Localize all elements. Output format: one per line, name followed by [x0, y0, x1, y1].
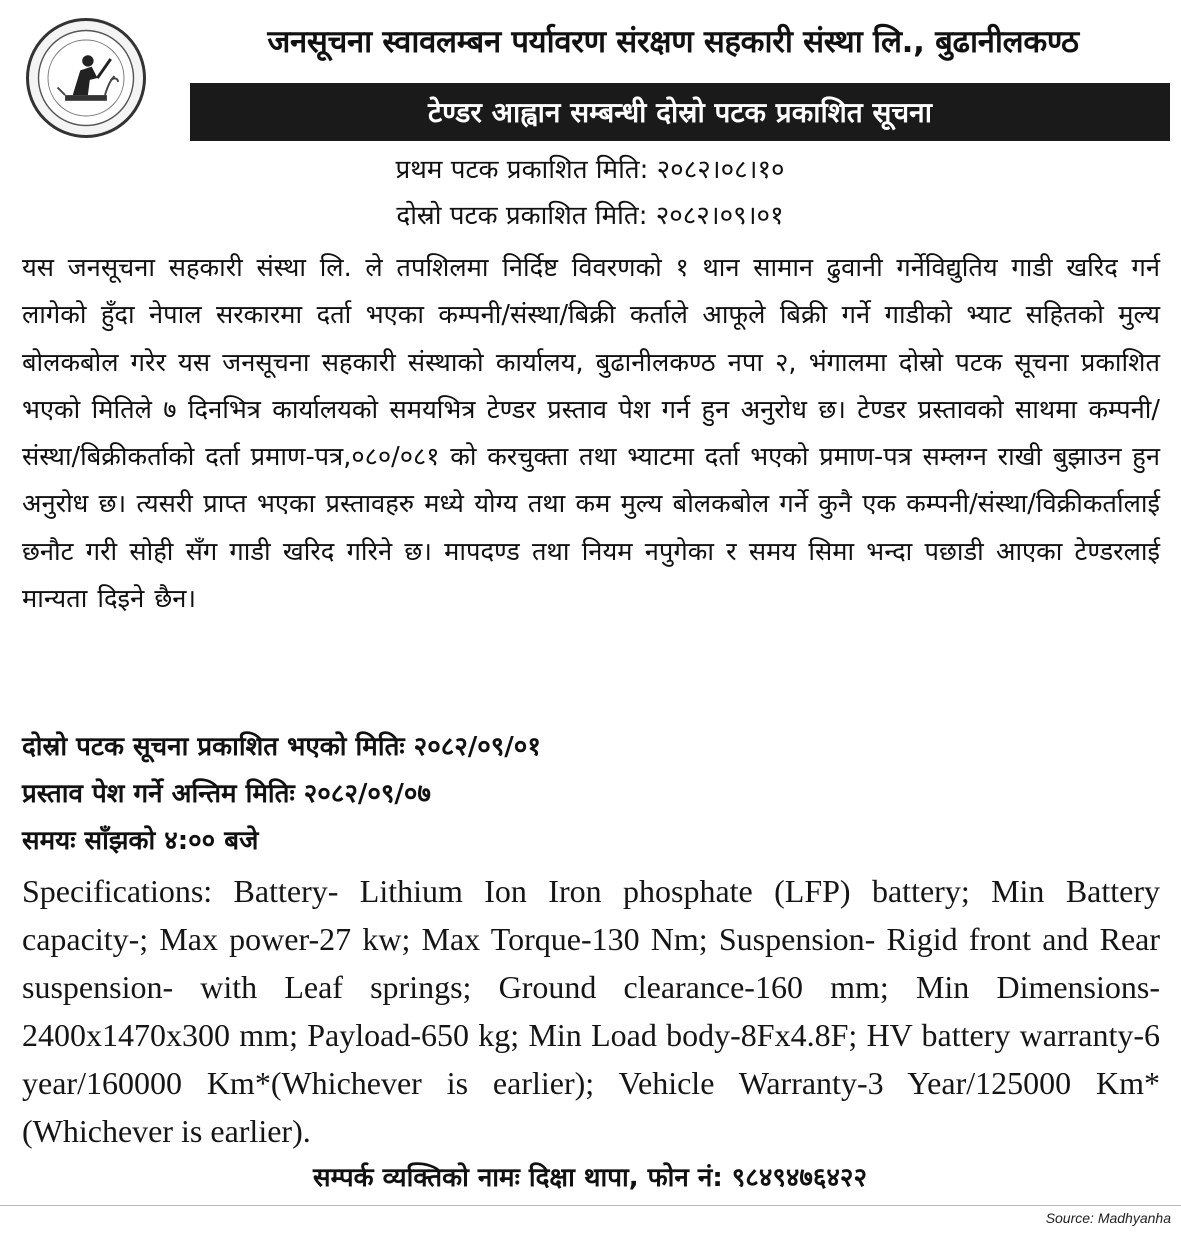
vehicle-specifications: Specifications: Battery- Lithium Ion Iron phosphate (LFP) battery; Min Battery capacity-; Max power-27 kw; Max Torque-130 Nm; Suspension- Rigid front and Rear suspension- with Leaf springs; Ground clearance-160 mm; Min Dimensions-2400x1470x300 mm; Payload-650 kg; Min Load body-8Fx4.8F; HV battery warranty-6 year/160000 Km*(Whichever is earlier); Vehicle Warranty-3 Year/125000 Km* (Whichever is earlier).	[22, 873, 1160, 1149]
deadline-line: प्रस्ताव पेश गर्ने अन्तिम मितिः २०८२/०९/०७	[22, 779, 431, 809]
cooperative-emblem-icon	[26, 18, 146, 138]
organization-name: जनसूचना स्वावलम्बन पर्यावरण संरक्षण सहकारी संस्था लि., बुढानीलकण्ठ	[267, 24, 1079, 60]
first-published-date: प्रथम पटक प्रकाशित मिति: २०८२।०८।१०	[395, 155, 785, 185]
notice-title-banner	[190, 83, 1170, 141]
notice-date-line: दोस्रो पटक सूचना प्रकाशित भएको मितिः २०८२/०९/०१	[22, 732, 541, 762]
contact-person: सम्पर्क व्यक्तिको नामः दिक्षा थापा, फोन नं: ९८४९४७६४२२	[313, 1163, 867, 1193]
bottom-divider	[0, 1205, 1181, 1206]
notice-body: यस जनसूचना सहकारी संस्था लि. ले तपशिलमा निर्दिष्ट विवरणको १ थान सामान ढुवानी गर्नेविद्युतिय गाडी खरिद गर्न लागेको हुँदा नेपाल सरकारमा दर्ता भएका कम्पनी/संस्था/बिक्री कर्ताले आफूले बिक्री गर्ने गाडीको भ्याट सहितको मुल्य बोलकबोल गरेर यस जनसूचना सहकारी संस्थाको कार्यालय, बुढानीलकण्ठ नपा २, भंगालमा दोस्रो पटक सूचना प्रकाशित भएको मितिले ७ दिनभित्र कार्यालयको समयभित्र टेण्डर प्रस्ताव पेश गर्न हुन अनुरोध छ। टेण्डर प्रस्तावको साथमा कम्पनी/संस्था/बिक्रीकर्ताको दर्ता प्रमाण-पत्र,०८०/०८१ को करचुक्ता तथा भ्याटमा दर्ता भएको प्रमाण-पत्र सम्लग्न राखी बुझाउन हुन अनुरोध छ। त्यसरी प्राप्त भएका प्रस्तावहरु मध्ये योग्य तथा कम मुल्य बोलकबोल गर्ने कुनै एक कम्पनी/संस्था/विक्रीकर्तालाई छनौट गरी सोही सँग गाडी खरिद गरिने छ। मापदण्ड तथा नियम नपुगेका र समय सिमा भन्दा पछाडी आएका टेण्डरलाई मान्यता दिइने छैन।	[22, 253, 1160, 615]
notice-title: टेण्डर आह्वान सम्बन्धी दोस्रो पटक प्रकाशित सूचना	[428, 96, 932, 129]
second-published-date: दोस्रो पटक प्रकाशित मिति: २०८२।०९।०१	[396, 201, 784, 231]
source-credit: Source: Madhyanha	[1045, 1210, 1171, 1226]
time-line: समयः साँझको ४:०० बजे	[22, 826, 259, 856]
